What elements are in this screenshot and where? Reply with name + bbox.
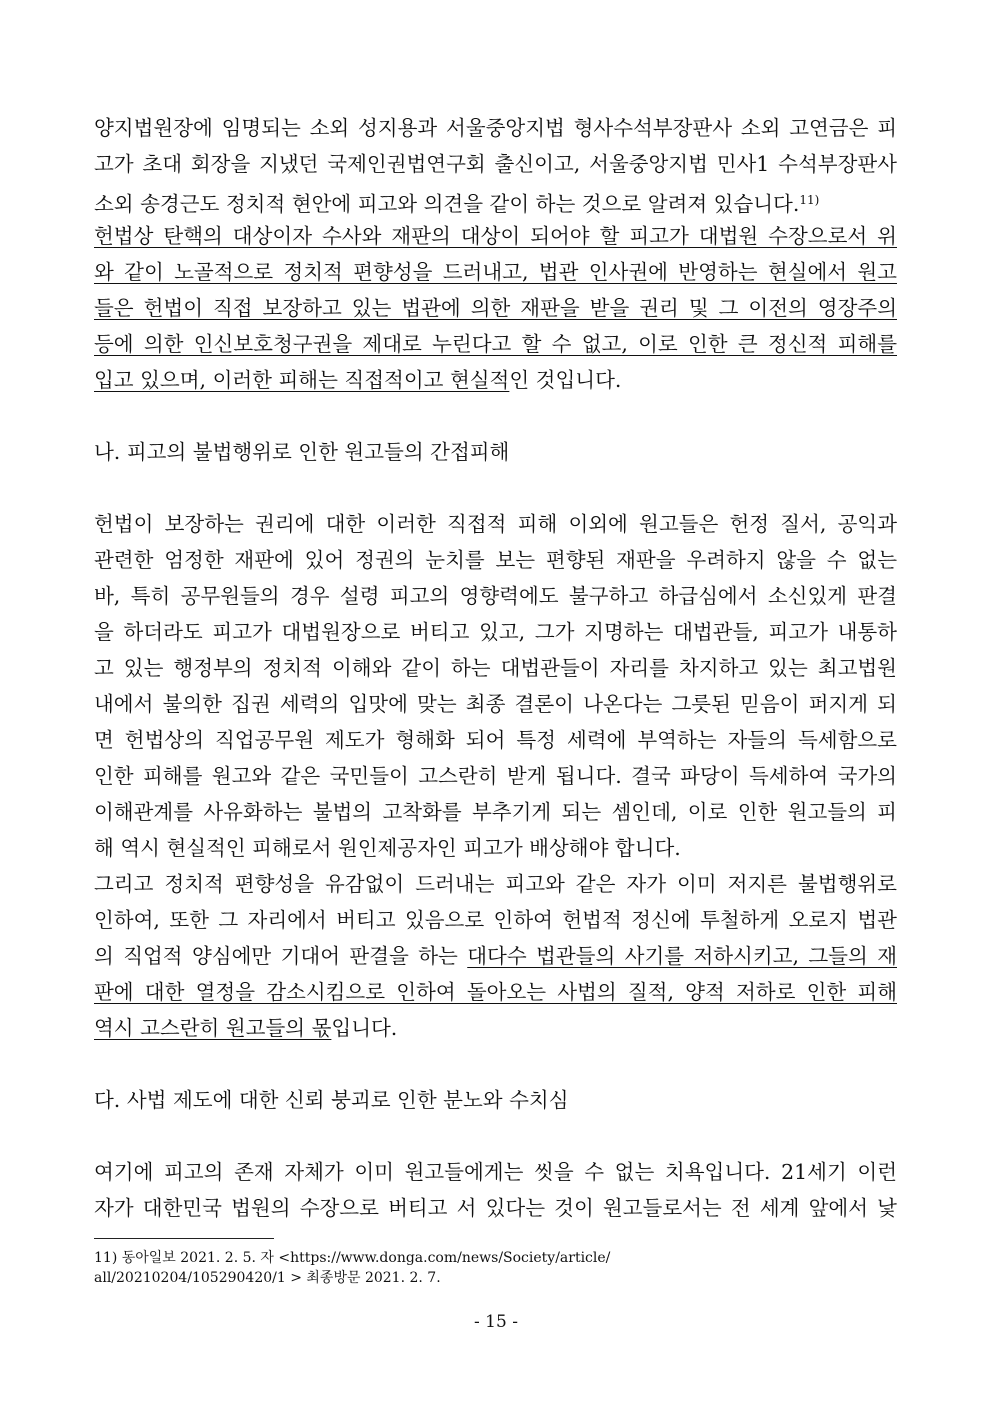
paragraph5-line-2: 자가 대한민국 법원의 수장으로 버티고 서 있다는 것이 원고들로서는 전 세계 앞에서 낯 — [94, 1196, 897, 1220]
page-number: - 15 - — [474, 1312, 518, 1332]
underlined-text: 와 같이 노골적으로 정치적 편향성을 드러내고, 법관 인사권에 반영하는 현실에서 원고 — [94, 260, 897, 284]
underlined-text: 역시 고스란히 원고들의 몫 — [94, 1016, 332, 1040]
footnote-line-1: 11) 동아일보 2021. 2. 5. 자 <https://www.donga.com/news/Society/article/ — [94, 1250, 611, 1266]
footnote-divider — [94, 1238, 274, 1239]
paragraph3-line-7: 면 헌법상의 직업공무원 제도가 형해화 되어 특정 세력에 부역하는 자들의 득세함으로 — [94, 728, 897, 752]
paragraph3-line-2: 관련한 엄정한 재판에 있어 정권의 눈치를 보는 편향된 재판을 우려하지 않을 수 없는 — [94, 548, 897, 572]
plain-text: 입니다. — [331, 1016, 398, 1040]
paragraph4-line-1: 그리고 정치적 편향성을 유감없이 드러내는 피고와 같은 자가 이미 저지른 불법행위로 — [94, 872, 897, 896]
paragraph2-line-3 — [94, 290, 897, 326]
plain-text: 인 것입니다. — [509, 368, 622, 392]
underlined-text: 등에 의한 인신보호청구권을 제대로 누린다고 할 수 없고, 이로 인한 큰 정신적 피해를 — [94, 332, 897, 356]
plain-text: 의 직업적 양심에만 기대어 판결을 하는 — [94, 944, 468, 968]
paragraph3-line-10: 해 역시 현실적인 피해로서 원인제공자인 피고가 배상해야 합니다. — [94, 836, 681, 860]
paragraph3-line-5: 고 있는 행정부의 정치적 이해와 같이 하는 대법관들이 자리를 차지하고 있는 최고법원 — [94, 656, 897, 680]
paragraph2-line-1 — [94, 218, 897, 254]
paragraph1-line-3-text: 소외 송경근도 정치적 현안에 피고와 의견을 같이 하는 것으로 알려져 있습니다. — [94, 192, 800, 216]
paragraph3-line-6: 내에서 불의한 집권 세력의 입맛에 맞는 최종 결론이 나온다는 그릇된 믿음이 퍼지게 되 — [94, 692, 897, 716]
paragraph3-line-8: 인한 피해를 원고와 같은 국민들이 고스란히 받게 됩니다. 결국 파당이 득세하여 국가의 — [94, 764, 897, 788]
underlined-text: 입고 있으며, 이러한 피해는 직접적이고 현실적 — [94, 368, 510, 392]
paragraph4-line-4 — [94, 974, 897, 1010]
paragraph4-line-3 — [94, 938, 897, 974]
paragraph5-line-1: 여기에 피고의 존재 자체가 이미 원고들에게는 씻을 수 없는 치욕입니다. 21세기 이런 — [94, 1160, 897, 1184]
paragraph1-line-3 — [94, 182, 897, 218]
section-heading-na: 나. 피고의 불법행위로 인한 원고들의 간접피해 — [94, 440, 510, 464]
paragraph3-line-9: 이해관계를 사유화하는 불법의 고착화를 부추기게 되는 셈인데, 이로 인한 원고들의 피 — [94, 800, 897, 824]
paragraph2-line-4 — [94, 326, 897, 362]
footnote-reference: 11) — [799, 193, 820, 207]
paragraph4-line-2: 인하여, 또한 그 자리에서 버티고 있음으로 인하여 헌법적 정신에 투철하게 오로지 법관 — [94, 908, 897, 932]
paragraph3-line-1: 헌법이 보장하는 권리에 대한 이러한 직접적 피해 이외에 원고들은 헌정 질서, 공익과 — [94, 512, 897, 536]
paragraph3-line-4: 을 하더라도 피고가 대법원장으로 버티고 있고, 그가 지명하는 대법관들, 피고가 내통하 — [94, 620, 897, 644]
paragraph4-line-5 — [94, 1010, 897, 1046]
underlined-text: 헌법상 탄핵의 대상이자 수사와 재판의 대상이 되어야 할 피고가 대법원 수장으로서 위 — [94, 224, 897, 248]
paragraph1-line-1: 양지법원장에 임명되는 소외 성지용과 서울중앙지법 형사수석부장판사 소외 고연금은 피 — [94, 116, 897, 140]
paragraph3-line-3: 바, 특히 공무원들의 경우 설령 피고의 영향력에도 불구하고 하급심에서 소신있게 판결 — [94, 584, 897, 608]
footnote-line-2: all/20210204/105290420/1 > 최종방문 2021. 2. 7. — [94, 1270, 441, 1286]
underlined-text: 대다수 법관들의 사기를 저하시키고, 그들의 재 — [467, 944, 897, 968]
paragraph2-line-5 — [94, 362, 897, 398]
section-heading-da: 다. 사법 제도에 대한 신뢰 붕괴로 인한 분노와 수치심 — [94, 1088, 569, 1112]
underlined-text: 판에 대한 열정을 감소시킴으로 인하여 돌아오는 사법의 질적, 양적 저하로 인한 피해 — [94, 980, 897, 1004]
paragraph2-line-2 — [94, 254, 897, 290]
paragraph1-line-2: 고가 초대 회장을 지냈던 국제인권법연구회 출신이고, 서울중앙지법 민사1 수석부장판사 — [94, 152, 897, 176]
underlined-text: 들은 헌법이 직접 보장하고 있는 법관에 의한 재판을 받을 권리 및 그 이전의 영장주의 — [94, 296, 897, 320]
